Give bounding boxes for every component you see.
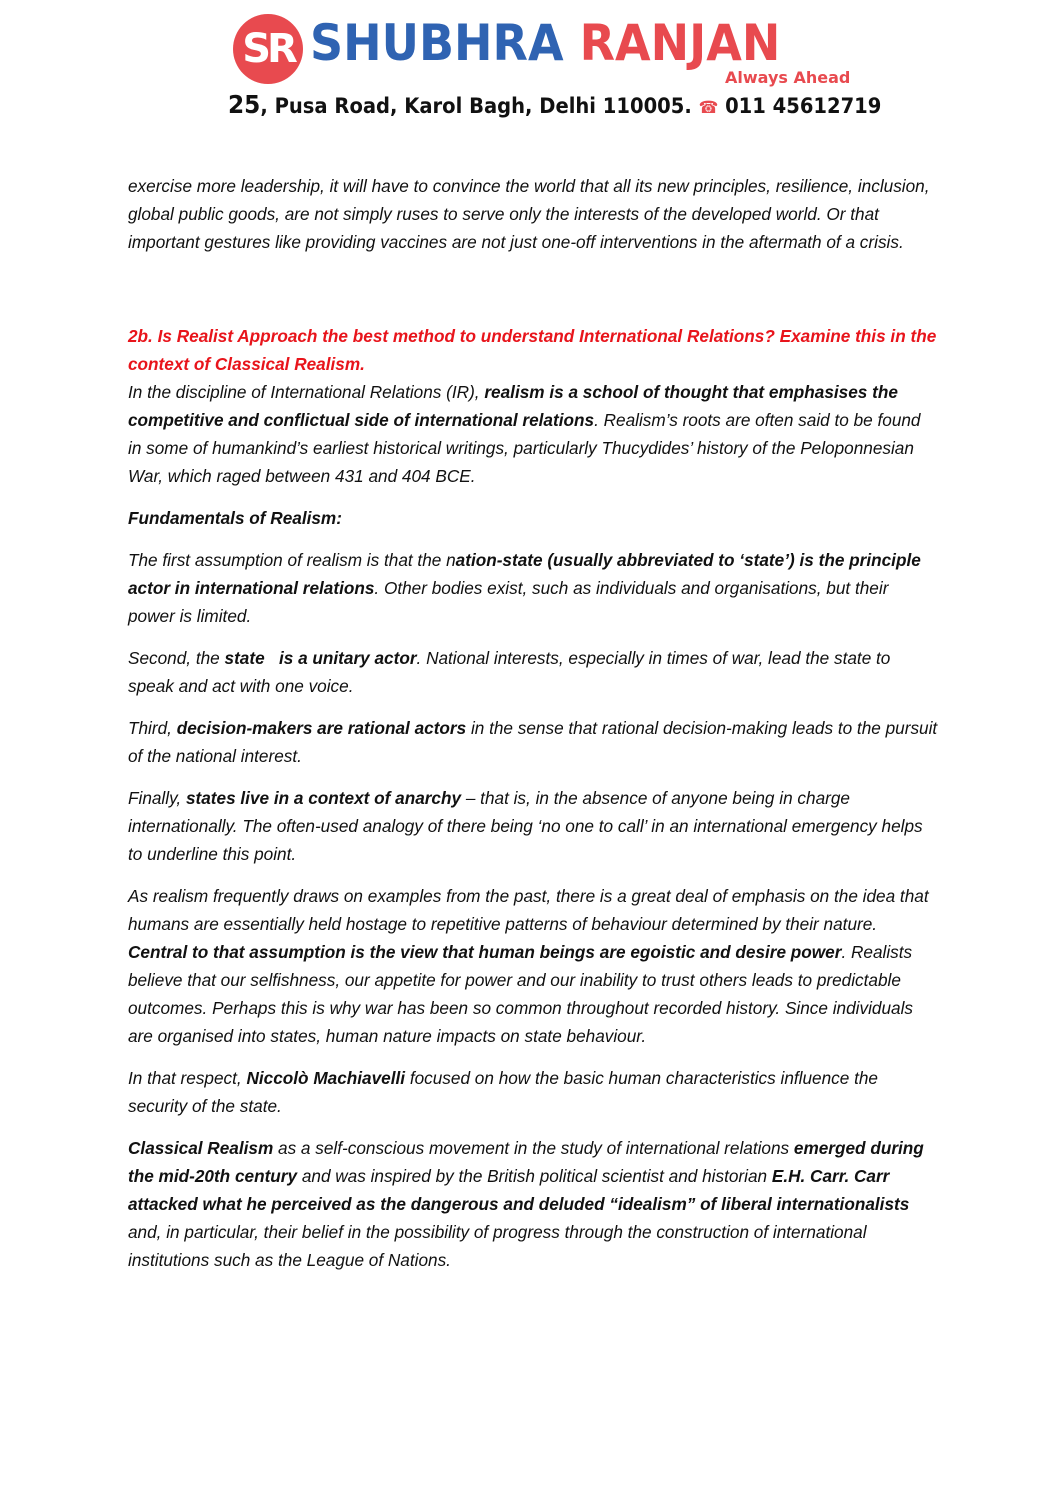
bold-run: Classical Realism (128, 1138, 274, 1158)
address-text: , Pusa Road, Karol Bagh, Delhi 110005. (260, 94, 692, 118)
subheading-fundamentals (128, 504, 938, 532)
paragraph-realism-definition (128, 378, 938, 490)
text-run: Finally, (128, 788, 186, 808)
phone-number: 011 45612719 (725, 94, 882, 118)
brand-first: SHUBHRA (310, 14, 564, 72)
bold-run: decision-makers are rational actors (176, 718, 467, 738)
bold-run: ation-state (usually abbreviated to ‘state’) is the principle actor in international relations (128, 550, 921, 598)
address-line (228, 90, 881, 119)
bold-run: Niccolò Machiavelli (246, 1068, 406, 1088)
paragraph-first-assumption (128, 546, 938, 630)
text-run: focused on how the basic human characteristics influence the security of the state. (128, 1068, 878, 1116)
text-run: Third, (128, 718, 177, 738)
section-spacer (128, 270, 938, 322)
logo-initials: SR (242, 26, 294, 72)
paragraph-second-assumption (128, 644, 938, 700)
bold-run: states live in a context of anarchy (185, 788, 462, 808)
tagline: Always Ahead (725, 68, 851, 87)
bold-run: emerged during the mid-20th century (128, 1138, 924, 1186)
text-run: Second, the (128, 648, 225, 668)
text-run: – that is, in the absence of anyone being in charge internationally. The often-used analogy of there being ‘no one to call’ in an international emergency helps to underline this point. (128, 788, 923, 864)
question-heading: 2b. Is Realist Approach the best method to understand International Relations? Examine this in the context of Classical Realism. (128, 326, 937, 374)
text-run: In the discipline of International Relations (IR), (128, 382, 485, 402)
brand-second: RANJAN (579, 14, 781, 72)
text-run: In that respect, (128, 1068, 247, 1088)
text-run: The first assumption of realism is that the n (128, 550, 456, 570)
bold-run: E.H. Carr. Carr attacked what he perceived as the dangerous and deluded “idealism” of liberal internationalists (128, 1166, 910, 1214)
page-header (0, 0, 1058, 130)
sr-logo-icon (233, 14, 303, 84)
paragraph-final-assumption (128, 784, 938, 868)
text-run: and was inspired by the British political scientist and historian (297, 1166, 772, 1186)
phone-icon: ☎ (698, 98, 719, 118)
bold-run: state is a unitary actor (224, 648, 417, 668)
text-run: . Realism’s roots are often said to be found in some of humankind’s earliest historical writings, particularly Thucydides’ history of the Peloponnesian War, which raged between 431 and 404 BCE. (128, 410, 921, 486)
document-body (128, 172, 938, 1288)
address-number: 25 (228, 90, 261, 119)
bold-run: Central to that assumption is the view that human beings are egoistic and desire power (128, 942, 842, 962)
text-run: As realism frequently draws on examples from the past, there is a great deal of emphasis on the idea that humans are essentially held hostage to repetitive patterns of behaviour determined by their nature. (128, 886, 929, 934)
bold-run: Fundamentals of Realism: (128, 508, 342, 528)
brand-name (310, 12, 780, 74)
text-run: . Other bodies exist, such as individuals and organisations, but their power is limited. (128, 578, 889, 626)
paragraph-human-nature (128, 882, 938, 1050)
intro-paragraph: exercise more leadership, it will have to convince the world that all its new principles, resilience, inclusion, global public goods, are not simply ruses to serve only the interests of the developed world. Or that important gestures like providing vaccines are not just one-off interventions in the aftermath of a crisis. (128, 176, 930, 252)
text-run: and, in particular, their belief in the possibility of progress through the construction of international institutions such as the League of Nations. (128, 1222, 867, 1270)
text-run: . National interests, especially in times of war, lead the state to speak and act with one voice. (128, 648, 891, 696)
paragraph-classical-realism (128, 1134, 938, 1274)
text-run: as a self-conscious movement in the study of international relations (273, 1138, 794, 1158)
text-run: in the sense that rational decision-making leads to the pursuit of the national interest. (128, 718, 938, 766)
text-run: . Realists believe that our selfishness, our appetite for power and our inability to trust others leads to predictable outcomes. Perhaps this is why war has been so common throughout recorded history. Since individuals are organised into states, human nature impacts on state behaviour. (128, 942, 913, 1046)
paragraph-third-assumption (128, 714, 938, 770)
bold-run: realism is a school of thought that emphasises the competitive and conflictual side of international relations (128, 382, 898, 430)
paragraph-machiavelli (128, 1064, 938, 1120)
